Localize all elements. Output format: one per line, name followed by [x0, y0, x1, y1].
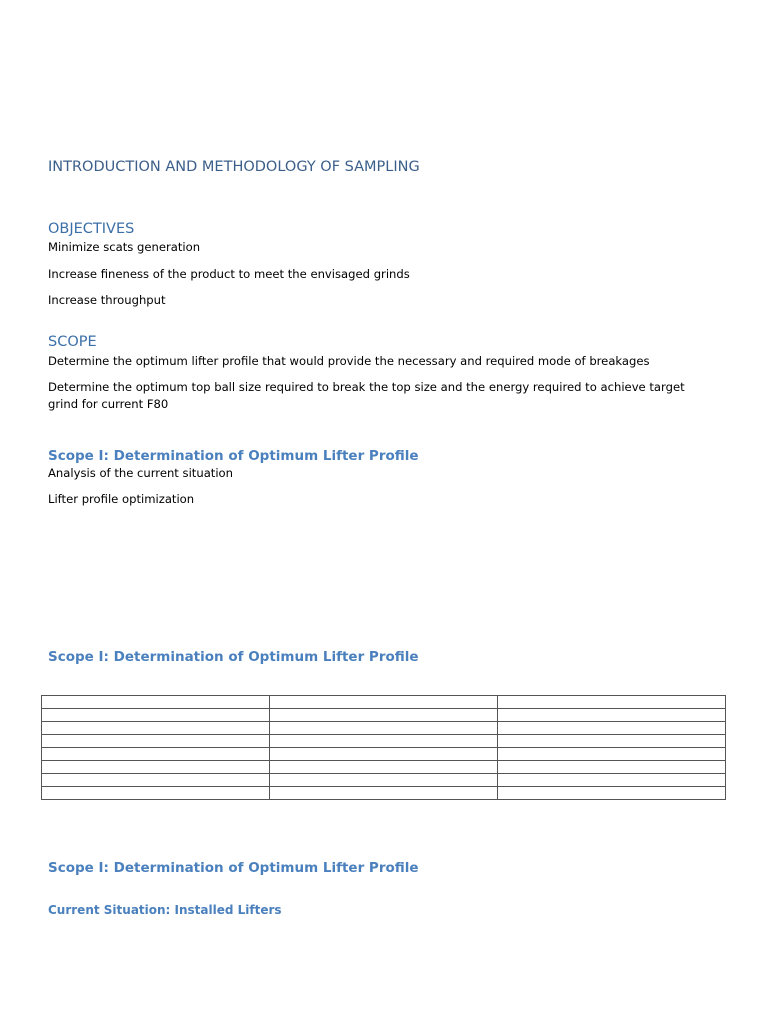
scope-1-item: Analysis of the current situation	[48, 466, 234, 480]
table-cell	[270, 722, 498, 735]
table-cell	[498, 748, 726, 761]
current-situation-subheading: Current Situation: Installed Lifters	[48, 903, 282, 917]
table-cell	[42, 761, 270, 774]
table-cell	[270, 709, 498, 722]
table-row	[42, 748, 726, 761]
table-cell	[498, 787, 726, 800]
scope-heading: SCOPE	[48, 334, 97, 350]
table-row	[42, 709, 726, 722]
table-cell	[42, 722, 270, 735]
table-cell	[270, 761, 498, 774]
empty-data-table	[41, 695, 726, 800]
table-row	[42, 761, 726, 774]
table-row	[42, 722, 726, 735]
table-row	[42, 735, 726, 748]
table-cell	[270, 787, 498, 800]
objective-item: Increase fineness of the product to meet the envisaged grinds	[48, 267, 410, 281]
scope-1-item: Lifter profile optimization	[48, 492, 195, 506]
scope-item: Determine the optimum top ball size required to break the top size and the energy required to achieve target grind for current F80	[48, 380, 685, 411]
table-cell	[498, 696, 726, 709]
table-cell	[42, 709, 270, 722]
scope-2-heading: Scope I: Determination of Optimum Lifter Profile	[48, 649, 419, 665]
table-cell	[270, 748, 498, 761]
table-cell	[42, 696, 270, 709]
table-cell	[498, 735, 726, 748]
table-cell	[498, 722, 726, 735]
table-cell	[42, 735, 270, 748]
table-cell	[42, 787, 270, 800]
scope-item: Determine the optimum lifter profile that would provide the necessary and required mode of breakages	[48, 354, 650, 368]
table-cell	[42, 748, 270, 761]
objectives-heading: OBJECTIVES	[48, 221, 135, 237]
table-cell	[498, 774, 726, 787]
table-cell	[498, 709, 726, 722]
table-cell	[270, 774, 498, 787]
table-row	[42, 774, 726, 787]
objective-item: Minimize scats generation	[48, 240, 201, 254]
scope-1-heading: Scope I: Determination of Optimum Lifter Profile	[48, 448, 419, 464]
table-row	[42, 696, 726, 709]
table-cell	[42, 774, 270, 787]
table-cell	[270, 696, 498, 709]
table-cell	[498, 761, 726, 774]
table-row	[42, 787, 726, 800]
page-title: INTRODUCTION AND METHODOLOGY OF SAMPLING	[48, 159, 420, 175]
objective-item: Increase throughput	[48, 293, 166, 307]
scope-3-heading: Scope I: Determination of Optimum Lifter Profile	[48, 860, 419, 876]
table-cell	[270, 735, 498, 748]
